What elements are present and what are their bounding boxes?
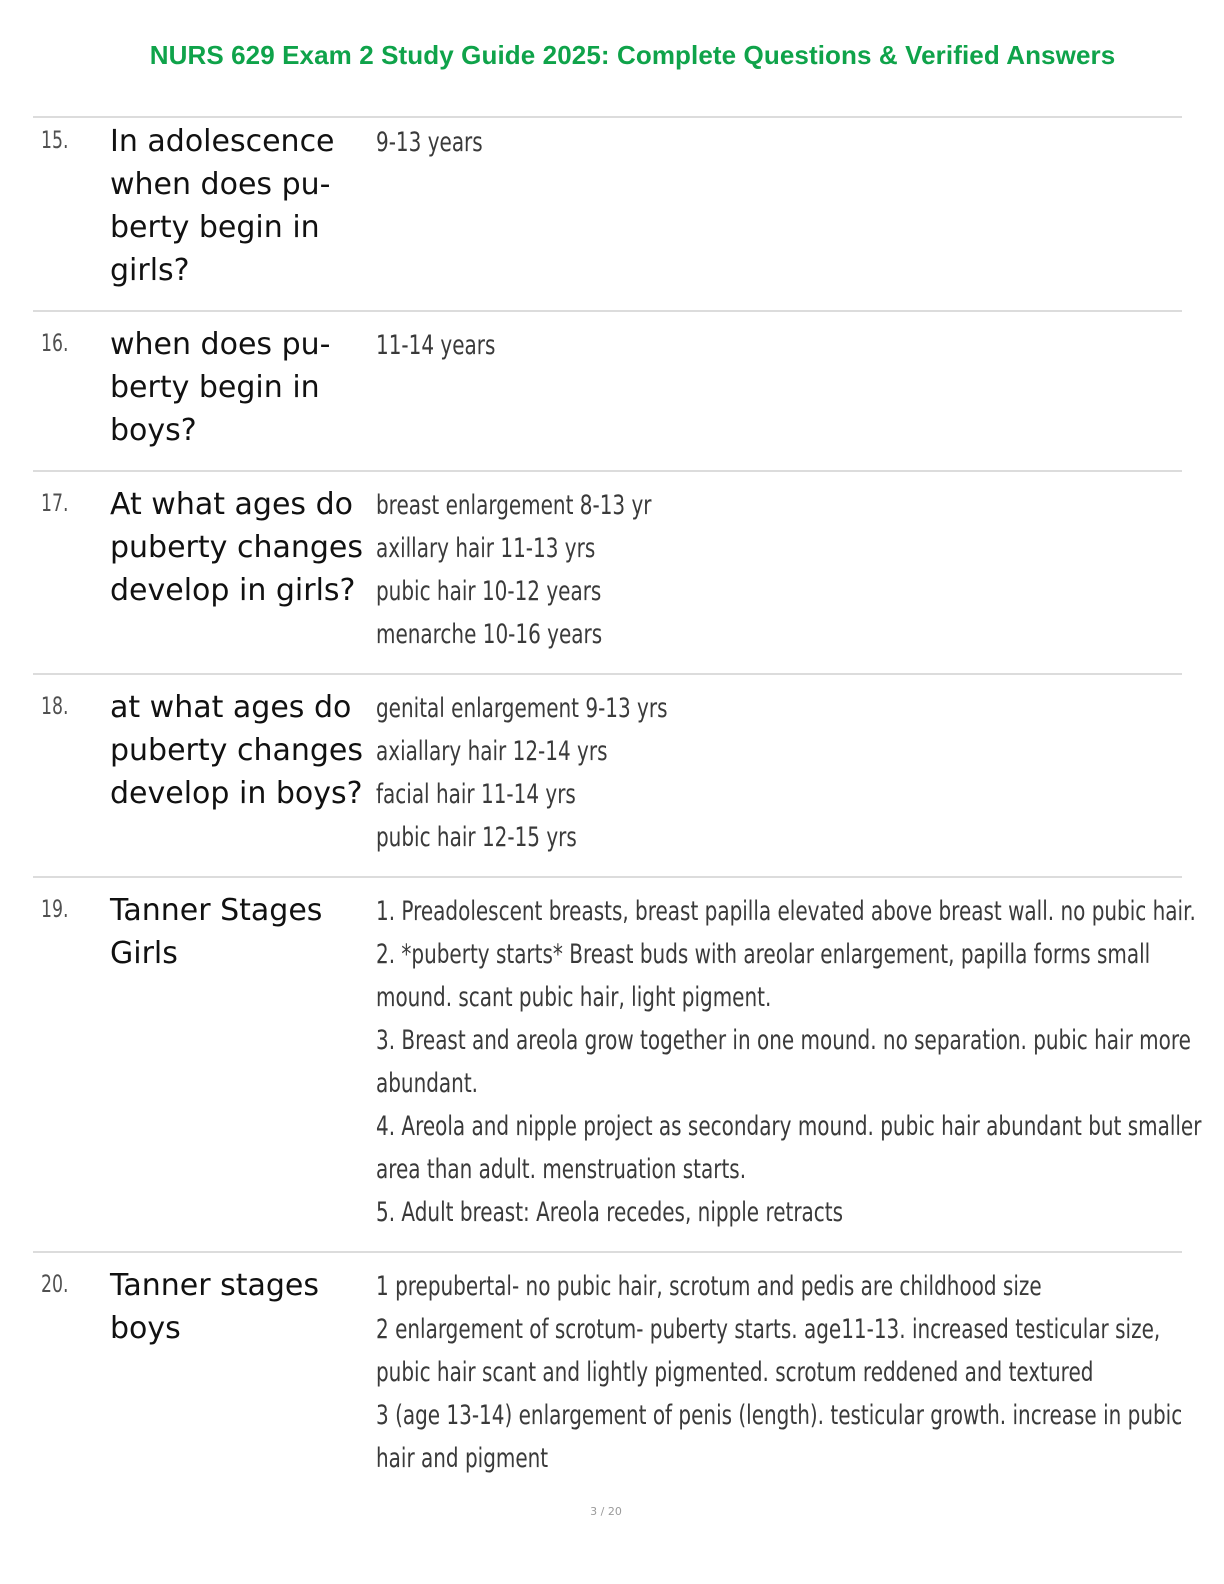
answer-line: axillary hair 11-13 yrs bbox=[376, 533, 596, 564]
flashcard bbox=[33, 470, 1182, 673]
answer-line: 3. Breast and areola grow together in one mound. no separation. pubic hair more bbox=[376, 1025, 1191, 1056]
question-line: when does pu- bbox=[110, 167, 331, 202]
card-question bbox=[110, 323, 372, 452]
question-line: puberty changes bbox=[110, 733, 363, 768]
answer-line: hair and pigment bbox=[376, 1443, 549, 1474]
question-line: berty begin in bbox=[110, 370, 320, 405]
answer-line: facial hair 11-14 yrs bbox=[376, 779, 576, 810]
question-line: Tanner Stages bbox=[110, 893, 323, 928]
card-number: 18. bbox=[41, 692, 69, 720]
card-number: 17. bbox=[41, 489, 69, 517]
card-answer bbox=[376, 687, 1175, 859]
question-line: boys bbox=[110, 1311, 181, 1346]
question-line: At what ages do bbox=[110, 487, 353, 522]
answer-line: 11-14 years bbox=[376, 330, 496, 361]
card-answer bbox=[376, 890, 1202, 1234]
flashcard bbox=[33, 673, 1182, 876]
answer-line: 4. Areola and nipple project as secondary mound. pubic hair abundant but smaller bbox=[376, 1111, 1202, 1142]
question-line: when does pu- bbox=[110, 327, 331, 362]
answer-line: pubic hair 10-12 years bbox=[376, 576, 602, 607]
flashcard bbox=[33, 1251, 1182, 1486]
answer-line: 5. Adult breast: Areola recedes, nipple retracts bbox=[376, 1197, 844, 1228]
card-question bbox=[110, 1264, 372, 1350]
answer-line: 3 (age 13-14) enlargement of penis (length). testicular growth. increase in pubic bbox=[376, 1400, 1183, 1431]
question-line: In adolescence bbox=[110, 124, 335, 159]
question-line: Girls bbox=[110, 936, 178, 971]
card-question bbox=[110, 889, 372, 975]
card-question bbox=[110, 686, 372, 815]
flashcard-list bbox=[33, 116, 1202, 1486]
card-answer bbox=[376, 1265, 1183, 1480]
card-question bbox=[110, 120, 372, 292]
question-line: puberty changes bbox=[110, 530, 363, 565]
flashcard bbox=[33, 310, 1182, 470]
answer-line: genital enlargement 9-13 yrs bbox=[376, 693, 668, 724]
question-line: develop in girls? bbox=[110, 573, 356, 608]
document-title: NURS 629 Exam 2 Study Guide 2025: Complete Questions & Verified Answers bbox=[149, 40, 1116, 70]
answer-line: pubic hair scant and lightly pigmented. scrotum reddened and textured bbox=[376, 1357, 1094, 1388]
flashcard bbox=[33, 116, 1182, 310]
answer-line: mound. scant pubic hair, light pigment. bbox=[376, 982, 772, 1013]
answer-line: pubic hair 12-15 yrs bbox=[376, 822, 577, 853]
answer-line: menarche 10-16 years bbox=[376, 619, 603, 650]
answer-line: 9-13 years bbox=[376, 127, 483, 158]
answer-line: breast enlargement 8-13 yr bbox=[376, 490, 652, 521]
answer-line: 2 enlargement of scrotum- puberty starts. age11-13. increased testicular size, bbox=[376, 1314, 1161, 1345]
card-answer bbox=[376, 324, 1175, 367]
answer-line: 1 prepubertal- no pubic hair, scrotum and pedis are childhood size bbox=[376, 1271, 1042, 1302]
card-number: 20. bbox=[41, 1270, 69, 1298]
question-line: at what ages do bbox=[110, 690, 352, 725]
answer-line: abundant. bbox=[376, 1068, 479, 1099]
answer-line: 1. Preadolescent breasts, breast papilla elevated above breast wall. no pubic hair. bbox=[376, 896, 1196, 927]
question-line: boys? bbox=[110, 413, 197, 448]
question-line: develop in boys? bbox=[110, 776, 363, 811]
card-answer bbox=[376, 484, 1175, 656]
answer-line: axiallary hair 12-14 yrs bbox=[376, 736, 608, 767]
flashcard bbox=[33, 876, 1202, 1251]
question-line: girls? bbox=[110, 253, 190, 288]
answer-line: 2. *puberty starts* Breast buds with areolar enlargement, papilla forms small bbox=[376, 939, 1151, 970]
card-answer bbox=[376, 121, 1175, 164]
question-line: Tanner stages bbox=[110, 1268, 320, 1303]
card-number: 15. bbox=[41, 126, 69, 154]
answer-line: area than adult. menstruation starts. bbox=[376, 1154, 747, 1185]
card-number: 19. bbox=[41, 895, 69, 923]
card-question bbox=[110, 483, 372, 612]
card-number: 16. bbox=[41, 329, 69, 357]
question-line: berty begin in bbox=[110, 210, 320, 245]
page-indicator: 3 / 20 bbox=[590, 1505, 622, 1518]
